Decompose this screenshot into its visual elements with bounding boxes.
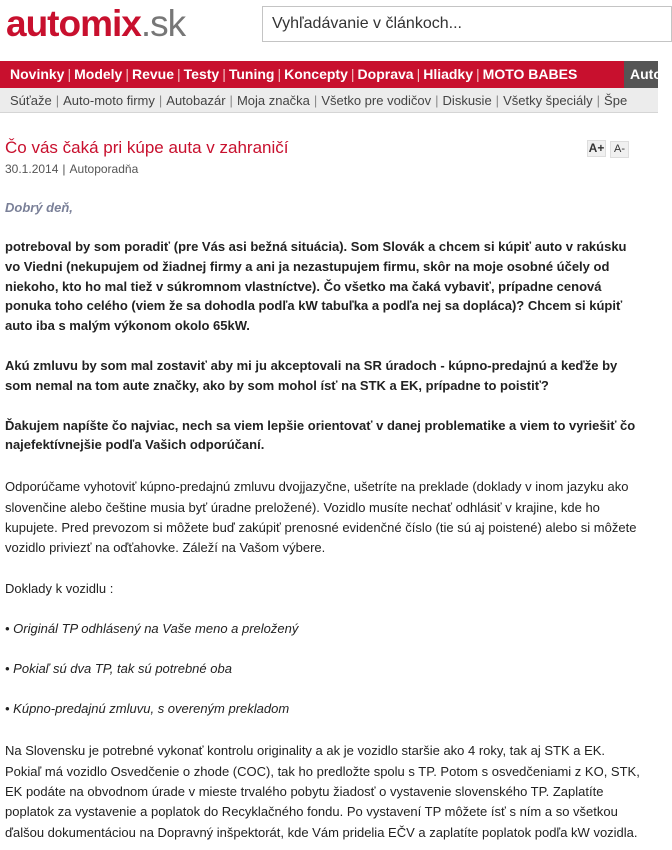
search-input[interactable]: Vyhľadávanie v článkoch...: [262, 6, 672, 42]
nav-item-novinky[interactable]: Novinky: [10, 66, 65, 82]
subnav-item-vsetky-specialy[interactable]: Všetky špeciály: [503, 93, 593, 108]
document-bullet: • Pokiaľ sú dva TP, tak sú potrebné oba: [5, 661, 232, 677]
article-title: Čo vás čaká pri kúpe auta v zahraničí: [5, 138, 289, 157]
subnav-separator: |: [55, 93, 60, 108]
answer-paragraph: Odporúčame vyhotoviť kúpno-predajnú zmluvu dvojjazyčne, ušetríte na preklade (doklady v inom jazyku ako slovenčine alebo češtine musia byť úradne preložené). Vozidlo musíte nechať odhlásiť v krajine, kde ho kupujete. Pred prevozom si môžete buď zakúpiť prenosné evidenčné číslo (tie sú aj poistené) alebo si môžete vozidlo priviezť na oďťahovke. Záleží na Vašom výbere.: [5, 479, 637, 556]
nav-item-revue[interactable]: Revue: [131, 66, 175, 82]
nav-item-testy[interactable]: Testy: [183, 66, 220, 82]
font-size-controls: [583, 139, 629, 158]
nav-separator: |: [350, 66, 355, 82]
answer-paragraph: Na Slovensku je potrebné vykonať kontrolu originality a ak je vozidlo staršie ako 4 roky, tak aj STK a EK. Pokiaľ má vozidlo Osvedčenie o zhode (COC), tak ho predložte spolu s TP. Potom s osvedčeniami z KO, STK, EK podáte na obvodnom úrade v mieste trvalého pobytu žiadosť o vystavenie slovenského TP. Zaplatíte poplatok za vystavenie a poplatok do Recyklačného fondu. Po vystavení TP môžete ísť s ním a so všetkou ďalšou dokumentáciou na Dopravný inšpektorát, kde Vám pridelia EČV a zaplatíte poplatok podľa kW vozidla.: [5, 743, 640, 840]
nav-item-doprava[interactable]: Doprava: [357, 66, 414, 82]
main-nav: [0, 61, 662, 88]
site-header: [0, 0, 658, 60]
nav-separator: |: [476, 66, 480, 82]
nav-item-tuning[interactable]: Tuning: [228, 66, 275, 82]
subnav-item-diskusie[interactable]: Diskusie: [442, 93, 492, 108]
article-category[interactable]: Autoporadňa: [69, 162, 139, 176]
question-greeting: Dobrý deň,: [5, 200, 73, 215]
logo-tld: .sk: [140, 3, 186, 44]
question-paragraph: Akú zmluvu by som mal zostaviť aby mi ju akceptovali na SR úradoch - kúpno-predajnú a keďže by som nemal na tom aute značky, ako by som mohol ísť na STK a EK, prípadne to poistiť?: [5, 357, 618, 393]
font-increase-button[interactable]: A+: [588, 141, 605, 155]
document-bullet: • Originál TP odhlásený na Vaše meno a preložený: [5, 621, 299, 637]
nav-separator: |: [277, 66, 282, 82]
article-date: 30.1.2014: [5, 162, 59, 176]
nav-separator: |: [416, 66, 421, 82]
article-meta: [5, 162, 645, 176]
nav-item-hliadky[interactable]: Hliadky: [423, 66, 474, 82]
subnav-item-auto-moto-firmy[interactable]: Auto-moto firmy: [63, 93, 155, 108]
subnav-separator: |: [495, 93, 500, 108]
document-bullet: • Kúpno-predajnú zmluvu, s overeným prekladom: [5, 701, 290, 717]
subnav-item-vsetko-pre-vodicov[interactable]: Všetko pre vodičov: [321, 93, 432, 108]
nav-separator: |: [67, 66, 72, 82]
subnav-separator: |: [158, 93, 163, 108]
nav-item-auto[interactable]: Auto: [624, 61, 658, 88]
subnav-separator: |: [596, 93, 601, 108]
subnav-separator: |: [435, 93, 439, 108]
subnav-item-moja-znacka[interactable]: Moja značka: [236, 93, 310, 108]
sub-nav: [0, 88, 658, 113]
question-paragraph: Ďakujem napíšte čo najviac, nech sa viem lepšie orientovať v danej problematike a viem to vyriešiť čo najefektívnejšie podľa Vašich odporúčaní.: [5, 417, 636, 453]
documents-heading: Doklady k vozidlu :: [5, 580, 114, 596]
meta-separator: |: [62, 162, 66, 176]
article: [5, 113, 645, 843]
question-paragraph: potreboval by som poradiť (pre Vás asi bežná situácia). Som Slovák a chcem si kúpiť auto v rakúsku vo Viedni (nekupujem od žiadnej firmy a ani ja nezastupujem firmu, skôr na moje osobné účely od niekoho, kto ho mal tiež v súkromnom vlastníctve). Čo všetko ma čaká vybaviť, prípadne cenová ponuka toho celého (viem že sa dohodla podľa kW tabuľka a podľa nej sa dopláca)? Chcem si kúpiť auto iba s malým výkonom okolo 65kW.: [5, 239, 627, 334]
nav-separator: |: [125, 66, 129, 82]
subnav-item-sutaze[interactable]: Súťaže: [10, 93, 52, 108]
nav-separator: |: [177, 66, 181, 82]
nav-item-koncepty[interactable]: Koncepty: [284, 66, 348, 82]
subnav-item-autobazar[interactable]: Autobazár: [166, 93, 226, 108]
logo-main: automix: [6, 3, 141, 44]
site-logo[interactable]: [6, 2, 185, 46]
nav-separator: |: [222, 66, 226, 82]
subnav-separator: |: [229, 93, 233, 108]
subnav-separator: |: [313, 93, 318, 108]
nav-item-modely[interactable]: Modely: [74, 66, 123, 82]
font-decrease-button[interactable]: A-: [610, 141, 629, 158]
subnav-item-specialy-partial[interactable]: Špe: [604, 93, 628, 108]
nav-item-moto-babes[interactable]: MOTO BABES: [482, 66, 578, 82]
